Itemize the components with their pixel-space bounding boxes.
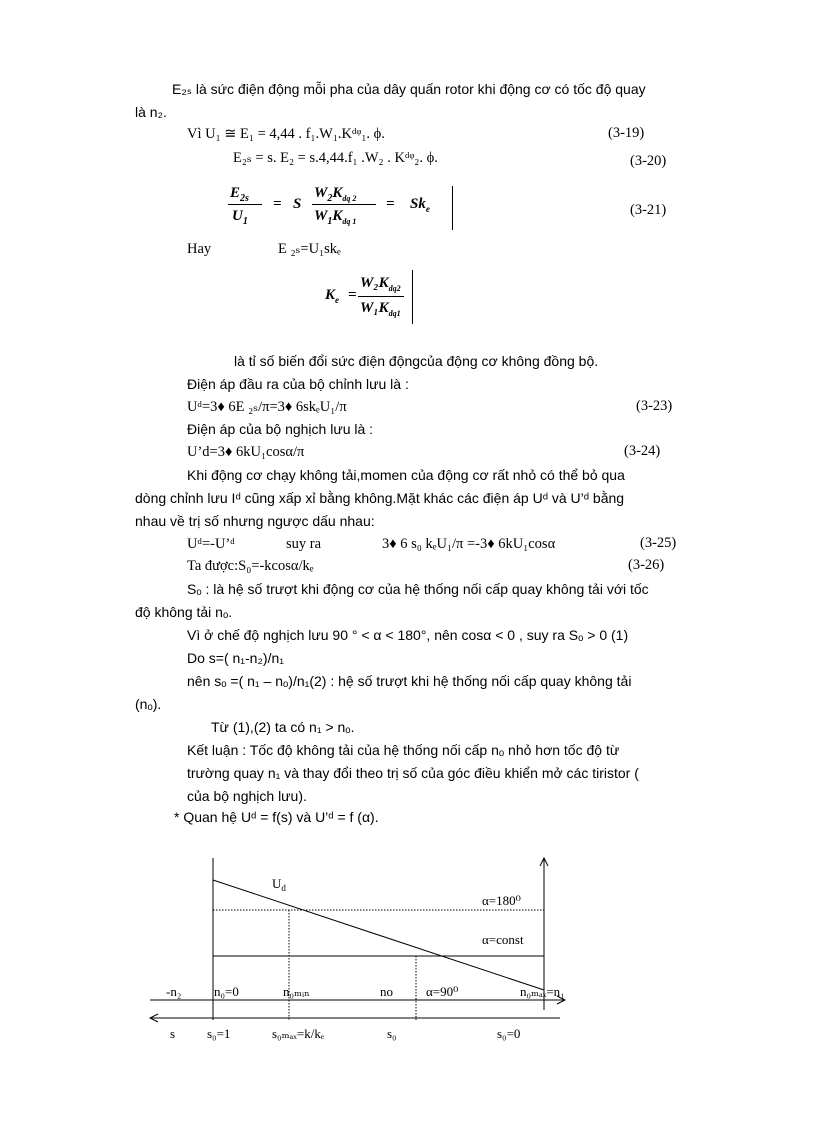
equation-3-19: Vì U₁ ≅ E₁ = 4,44 . f₁.W₁.Kᵈᵠ₁. ϕ. [187,126,385,142]
equation-3-23: Uᵈ=3♦ 6E ₂ₛ/π=3♦ 6skₑU₁/π [187,399,347,415]
equation-ref-3-25: (3-25) [640,535,677,551]
eq21-den: $W_1K_{dq 1}$ [314,208,357,227]
equation-3-25-rhs: 3♦ 6 s₀ kₑU₁/π =-3♦ 6kU₁cosα [382,536,556,552]
inverter-title: Điện áp của bộ nghịch lưu là : [187,421,374,437]
conclusion-line2: trường quay n₁ và thay đổi theo trị số của góc điều khiển mở các tiristor ( [187,765,639,781]
paragraph-tu: Từ (1),(2) ta có n₁ > nₒ. [211,719,355,735]
paragraph-e2s-line2: là n₂. [135,104,167,120]
equation-ref-3-19: (3-19) [608,125,645,141]
ke-num: $W_2K_{dq2}$ [360,275,401,293]
conclusion-line1: Kết luận : Tốc độ không tải của hệ thống nối cấp nₒ nhỏ hơn tốc độ từ [187,742,620,758]
paragraph-so-line2: độ không tải nₒ. [135,604,233,620]
s0-one-label: s₀=1 [207,1026,231,1041]
eq21-equals-2: = [386,196,395,212]
eq21-num: $W_2K_{dq 2}$ [314,185,357,204]
paragraph-do: Do s=( n₁-n₂)/n₁ [187,650,284,666]
hay-label: Hay [187,241,212,257]
n0max-label: n₀ₘₐₓ=n₁ [520,984,565,999]
paragraph-nen-line2: (nₒ). [135,696,162,712]
alpha-180-label: α=180⁰ [482,893,521,908]
paragraph-so-line1: Sₒ : là hệ số trượt khi động cơ của hệ thống nối cấp quay không tải với tốc [187,581,649,597]
s0-label: s₀ [387,1026,397,1041]
n0min-label: n₀ₘᵢₙ [283,984,310,999]
equation-ref-3-21: (3-21) [630,202,667,218]
eq21-lhs-num: $E_{2s}$ [230,185,249,204]
conclusion-line3: của bộ nghịch lưu). [187,788,307,804]
equation-ref-3-24: (3-24) [624,443,661,459]
s0-zero-label: s₀=0 [497,1026,521,1041]
equation-3-24: U’d=3♦ 6kU₁cosα/π [187,444,305,460]
equation-ref-3-20: (3-20) [630,153,667,169]
equation-ref-3-26: (3-26) [628,557,665,573]
equation-ref-3-23: (3-23) [636,398,673,414]
n0-zero-label: n₀=0 [214,984,239,999]
equation-3-20: E₂ₛ = s. E₂ = s.4,44.f₁ .W₂ . Kᵈᵠ₂. ϕ. [233,150,438,166]
hay-equation: E ₂ₛ=U₁skₑ [278,241,341,257]
paragraph-no-load-line2: dòng chỉnh lưu Iᵈ cũng xấp xỉ bằng không.Mặt khác các điện áp Uᵈ và U’ᵈ bằng [135,490,625,506]
relation-heading: * Quan hệ Uᵈ = f(s) và U’ᵈ = f (α). [174,809,379,825]
equation-3-25-lhs: Uᵈ=-U’ᵈ [187,536,235,552]
paragraph-vi: Vì ở chế độ nghịch lưu 90 ° < α < 180°, nên cosα < 0 , suy ra Sₒ > 0 (1) [187,627,629,643]
eq21-rhs: $Sk_e$ [410,196,430,214]
eq21-s: S [293,196,302,212]
no-label: no [380,984,393,999]
neg-n2-label: -n₂ [166,984,182,999]
paragraph-no-load-line1: Khi động cơ chạy không tải,momen của động cơ rất nhỏ có thể bỏ qua [187,467,625,483]
alpha-const-label: α=const [482,932,524,947]
rectifier-title: Điện áp đầu ra của bộ chỉnh lưu là : [187,376,409,392]
paragraph-nen-line1: nên sₒ =( n₁ – nₒ)/n₁(2) : hệ số trượt khi hệ thống nối cấp quay không tải [187,673,632,689]
ke-equals: = [348,287,357,303]
ke-lhs: $K_e$ [325,287,340,305]
equation-3-26: Ta được:S₀=-kcosα/kₑ [187,558,314,574]
paragraph-no-load-line3: nhau về trị số nhưng ngược dấu nhau: [135,513,375,529]
eq21-equals-1: = [273,196,282,212]
equation-3-25-suy-ra: suy ra [286,536,322,552]
s0max-label: s₀ₘₐₓ=k/kₑ [272,1026,325,1041]
paragraph-e2s-line1: E₂ₛ là sức điện động mỗi pha của dây quấn rotor khi động cơ có tốc độ quay [172,81,646,97]
s-label: s [170,1026,176,1041]
ke-den: $W_1K_{dq1}$ [360,300,401,318]
ke-description: là tỉ số biến đổi sức điện độngcủa động cơ không đồng bộ. [234,353,599,369]
ud-label: $U_d$ [272,876,286,893]
eq21-lhs-den: $U_1$ [232,208,248,227]
alpha-90-label: α=90⁰ [426,984,459,999]
